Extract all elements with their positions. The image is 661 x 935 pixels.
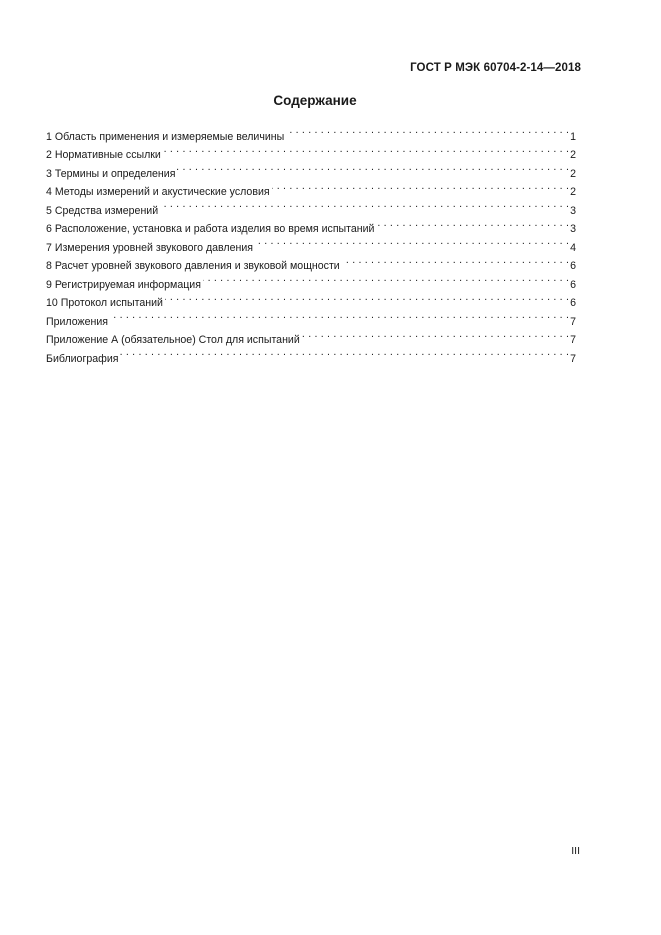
- toc-entry-title: Приложения: [46, 315, 108, 328]
- toc-entry-page: 1: [570, 130, 576, 143]
- toc-leader-dots: [376, 214, 569, 233]
- toc-leader-dots: [165, 288, 569, 307]
- toc-entry[interactable]: [46, 343, 576, 365]
- toc-entry-page: 2: [570, 167, 576, 180]
- toc-entry-title: 8 Расчет уровней звукового давления и звуковой мощности: [46, 260, 340, 272]
- toc-leader-dots: [272, 177, 569, 196]
- toc-entry[interactable]: [46, 306, 576, 328]
- toc-entry-title: 10 Протокол испытаний: [46, 297, 163, 309]
- toc-leader-dots: [163, 140, 569, 159]
- toc-leader-dots: [177, 158, 569, 177]
- toc-leader-dots: [203, 269, 569, 288]
- toc-entry-page: 7: [570, 352, 576, 365]
- toc-entry-title: 4 Методы измерений и акустические условия: [46, 186, 270, 198]
- toc-leader-dots: [286, 121, 569, 140]
- toc-entry-title: 1 Область применения и измеряемые величины: [46, 130, 285, 143]
- toc-leader-dots: [120, 343, 569, 362]
- toc-entry[interactable]: [46, 121, 576, 143]
- toc-entry-page: 6: [570, 278, 576, 291]
- table-of-contents: [46, 121, 576, 365]
- toc-leader-dots: [302, 325, 569, 344]
- toc-entry-title: 5 Средства измерений: [46, 204, 159, 217]
- toc-entry-page: 3: [570, 204, 576, 217]
- page-number: III: [571, 845, 580, 857]
- toc-entry-page: 2: [570, 149, 576, 161]
- toc-entry-page: 6: [570, 260, 576, 272]
- toc-entry-title: 3 Термины и определения: [46, 167, 176, 180]
- toc-entry-page: 6: [570, 297, 576, 309]
- toc-entry-page: 3: [570, 223, 576, 235]
- toc-leader-dots: [255, 232, 569, 251]
- toc-entry-page: 2: [570, 186, 576, 198]
- toc-entry-page: 4: [570, 241, 576, 254]
- toc-entry-page: 7: [570, 315, 576, 328]
- toc-leader-dots: [160, 195, 569, 214]
- toc-entry-title: 7 Измерения уровней звукового давления: [46, 241, 254, 254]
- toc-entry[interactable]: [46, 325, 576, 344]
- toc-leader-dots: [110, 306, 569, 325]
- toc-leader-dots: [342, 251, 569, 270]
- toc-entry-title: 2 Нормативные ссылки: [46, 149, 161, 161]
- toc-entry-page: 7: [570, 334, 576, 346]
- toc-entry-title: Приложение А (обязательное) Стол для испытаний: [46, 334, 300, 346]
- toc-entry-title: 6 Расположение, установка и работа изделия во время испытаний: [46, 223, 375, 235]
- toc-entry-title: 9 Регистрируемая информация: [46, 278, 201, 291]
- page-title: Содержание: [273, 93, 357, 108]
- document-code: ГОСТ Р МЭК 60704-2-14—2018: [410, 62, 581, 74]
- toc-entry-title: Библиография: [46, 352, 119, 365]
